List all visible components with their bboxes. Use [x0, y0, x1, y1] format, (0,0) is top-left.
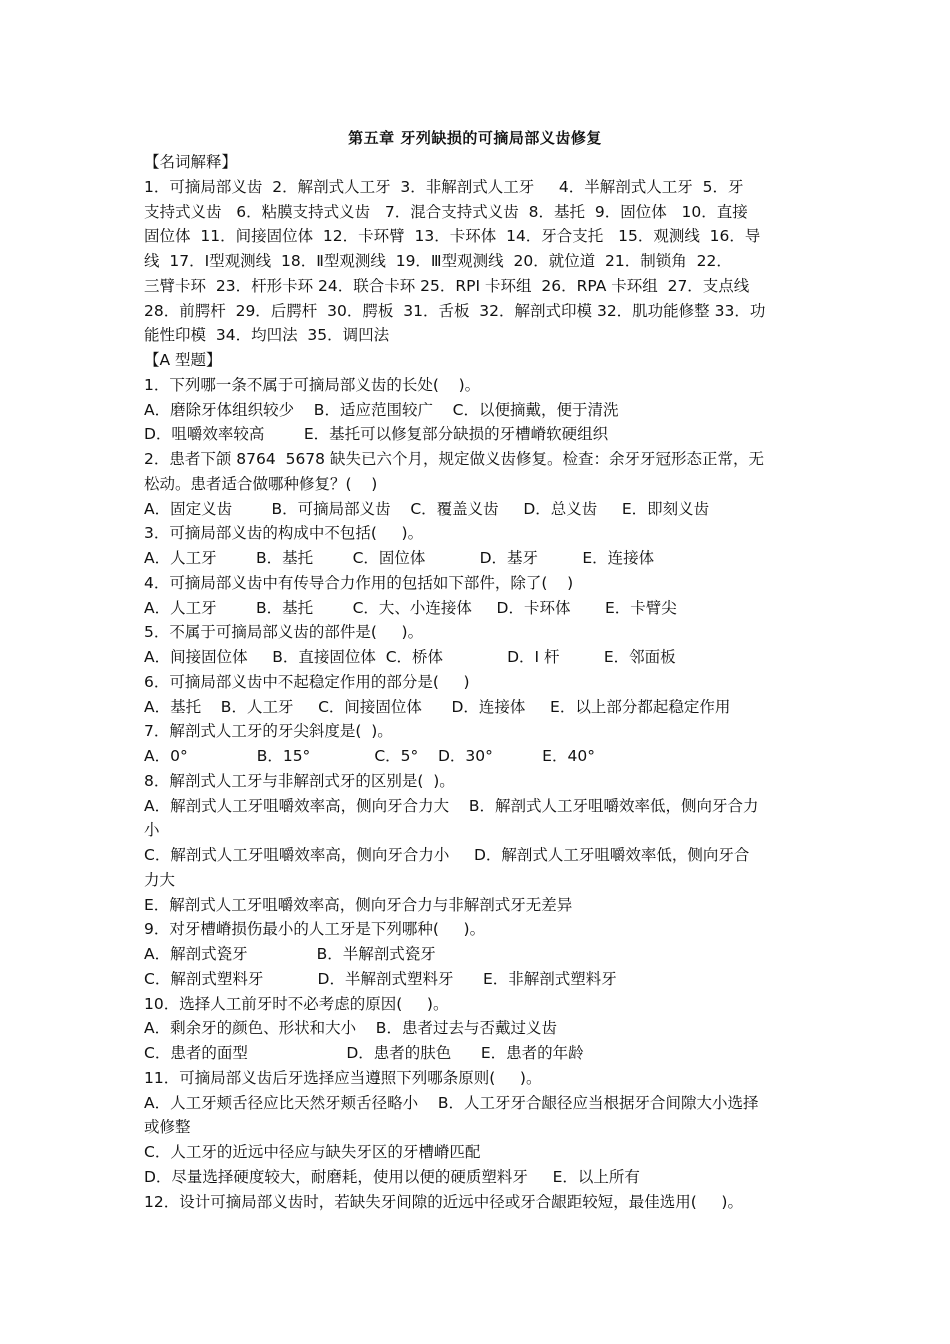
option-line: A．人工牙颊舌径应比天然牙颊舌径略小 B．人工牙牙合龈径应当根据牙合间隙大小选择 [144, 1093, 759, 1112]
question-line: 9．对牙槽嵴损伤最小的人工牙是下列哪种( )。 [144, 920, 486, 939]
text-line: 支持式义齿 6．粘膜支持式义齿 7．混合支持式义齿 8．基托 9．固位体 10．直接 [144, 202, 748, 221]
question-line: 3．可摘局部义齿的构成中不包括( )。 [144, 524, 424, 543]
text-line: 1．可摘局部义齿 2．解剖式人工牙 3．非解剖式人工牙 4．半解剖式人工牙 5．牙 [144, 177, 744, 196]
question-line: 8．解剖式人工牙与非解剖式牙的区别是( )。 [144, 771, 455, 790]
chapter-title: 第五章 牙列缺损的可摘局部义齿修复 [348, 129, 602, 147]
option-line: D．尽量选择硬度较大，耐磨耗，使用以便的硬质塑料牙 E．以上所有 [144, 1167, 640, 1186]
text-line: 线 17．Ⅰ型观测线 18．Ⅱ型观测线 19．Ⅲ型观测线 20．就位道 21．制锁角 22． [144, 252, 732, 270]
option-line: A．人工牙 B．基托 C．固位体 D．基牙 E．连接体 [144, 549, 655, 567]
option-line: A．固定义齿 B．可摘局部义齿 C．覆盖义齿 D．总义齿 E．即刻义齿 [144, 499, 710, 518]
option-line: C．解剖式塑料牙 D．半解剖式塑料牙 E．非解剖式塑料牙 [144, 969, 617, 988]
option-line: A．间接固位体 B．直接固位体 C．桥体 D．I 杆 E．邻面板 [144, 648, 676, 666]
option-line: A．解剖式瓷牙 B．半解剖式瓷牙 [144, 945, 436, 963]
text-line: 28．前腭杆 29．后腭杆 30．腭板 31．舌板 32．解剖式印模 32．肌功能修整 33．功 [144, 301, 766, 320]
option-line: 小 [144, 821, 160, 840]
question-line: 12．设计可摘局部义齿时，若缺失牙间隙的近远中径或牙合龈距较短，最佳选用( )。 [144, 1192, 743, 1211]
option-line: A．解剖式人工牙咀嚼效率高，侧向牙合力大 B．解剖式人工牙咀嚼效率低，侧向牙合力 [144, 796, 759, 815]
option-line: C．解剖式人工牙咀嚼效率高，侧向牙合力小 D．解剖式人工牙咀嚼效率低，侧向牙合 [144, 846, 750, 864]
option-line: A．磨除牙体组织较少 B．适应范围较广 C．以便摘戴，便于清洗 [144, 400, 619, 419]
question-line: 4．可摘局部义齿中有传导合力作用的包括如下部件，除了( ) [144, 573, 574, 592]
option-line: C．人工牙的近远中径应与缺失牙区的牙槽嵴匹配 [144, 1143, 481, 1161]
question-line: 6．可摘局部义齿中不起稳定作用的部分是( ) [144, 672, 470, 691]
document-body [144, 150, 810, 1214]
option-line: E．解剖式人工牙咀嚼效率高，侧向牙合力与非解剖式牙无差异 [144, 895, 573, 914]
question-line: 10．选择人工前牙时不必考虑的原因( )。 [144, 994, 449, 1013]
option-line: 或修整 [144, 1118, 191, 1137]
option-line: A．剩余牙的颜色、形状和大小 B．患者过去与否戴过义齿 [144, 1019, 557, 1038]
option-line: A．基托 B．人工牙 C．间接固位体 D．连接体 E．以上部分都起稳定作用 [144, 697, 731, 716]
question-line: 5．不属于可摘局部义齿的部件是( )。 [144, 623, 424, 642]
option-line: A．0° B．15° C．5° D．30° E．40° [144, 747, 595, 765]
question-line: 11．可摘局部义齿后牙选择应当遵照下列哪条原则( )。 [144, 1068, 542, 1087]
text-line: 三臂卡环 23．杆形卡环 24．联合卡环 25．RPI 卡环组 26．RPA 卡环组 27．支点线 [144, 276, 750, 295]
text-line: 能性印模 34．均凹法 35．调凹法 [144, 326, 390, 345]
option-line: 力大 [144, 870, 176, 889]
question-line: 1．下列哪一条不属于可摘局部义齿的长处( )。 [144, 375, 481, 394]
option-line: D．咀嚼效率较高 E．基托可以修复部分缺损的牙槽嵴软硬组织 [144, 425, 609, 444]
option-line: A．人工牙 B．基托 C．大、小连接体 D．卡环体 E．卡臂尖 [144, 598, 677, 617]
text-line: 固位体 11．间接固位体 12．卡环臂 13．卡环体 14．牙合支托 15．观测线 16．导 [144, 227, 761, 246]
section-heading: 【A 型题】 [144, 351, 222, 369]
option-line: C．患者的面型 D．患者的肤色 E．患者的年龄 [144, 1044, 584, 1062]
section-heading: 【名词解释】 [144, 153, 238, 171]
question-line: 松动。患者适合做哪种修复？( ) [144, 474, 378, 493]
question-line: 2．患者下颌 8764 5678 缺失已六个月，规定做义齿修复。检查：余牙牙冠形态正常，无 [144, 450, 764, 468]
question-line: 7．解剖式人工牙的牙尖斜度是( )。 [144, 722, 393, 741]
